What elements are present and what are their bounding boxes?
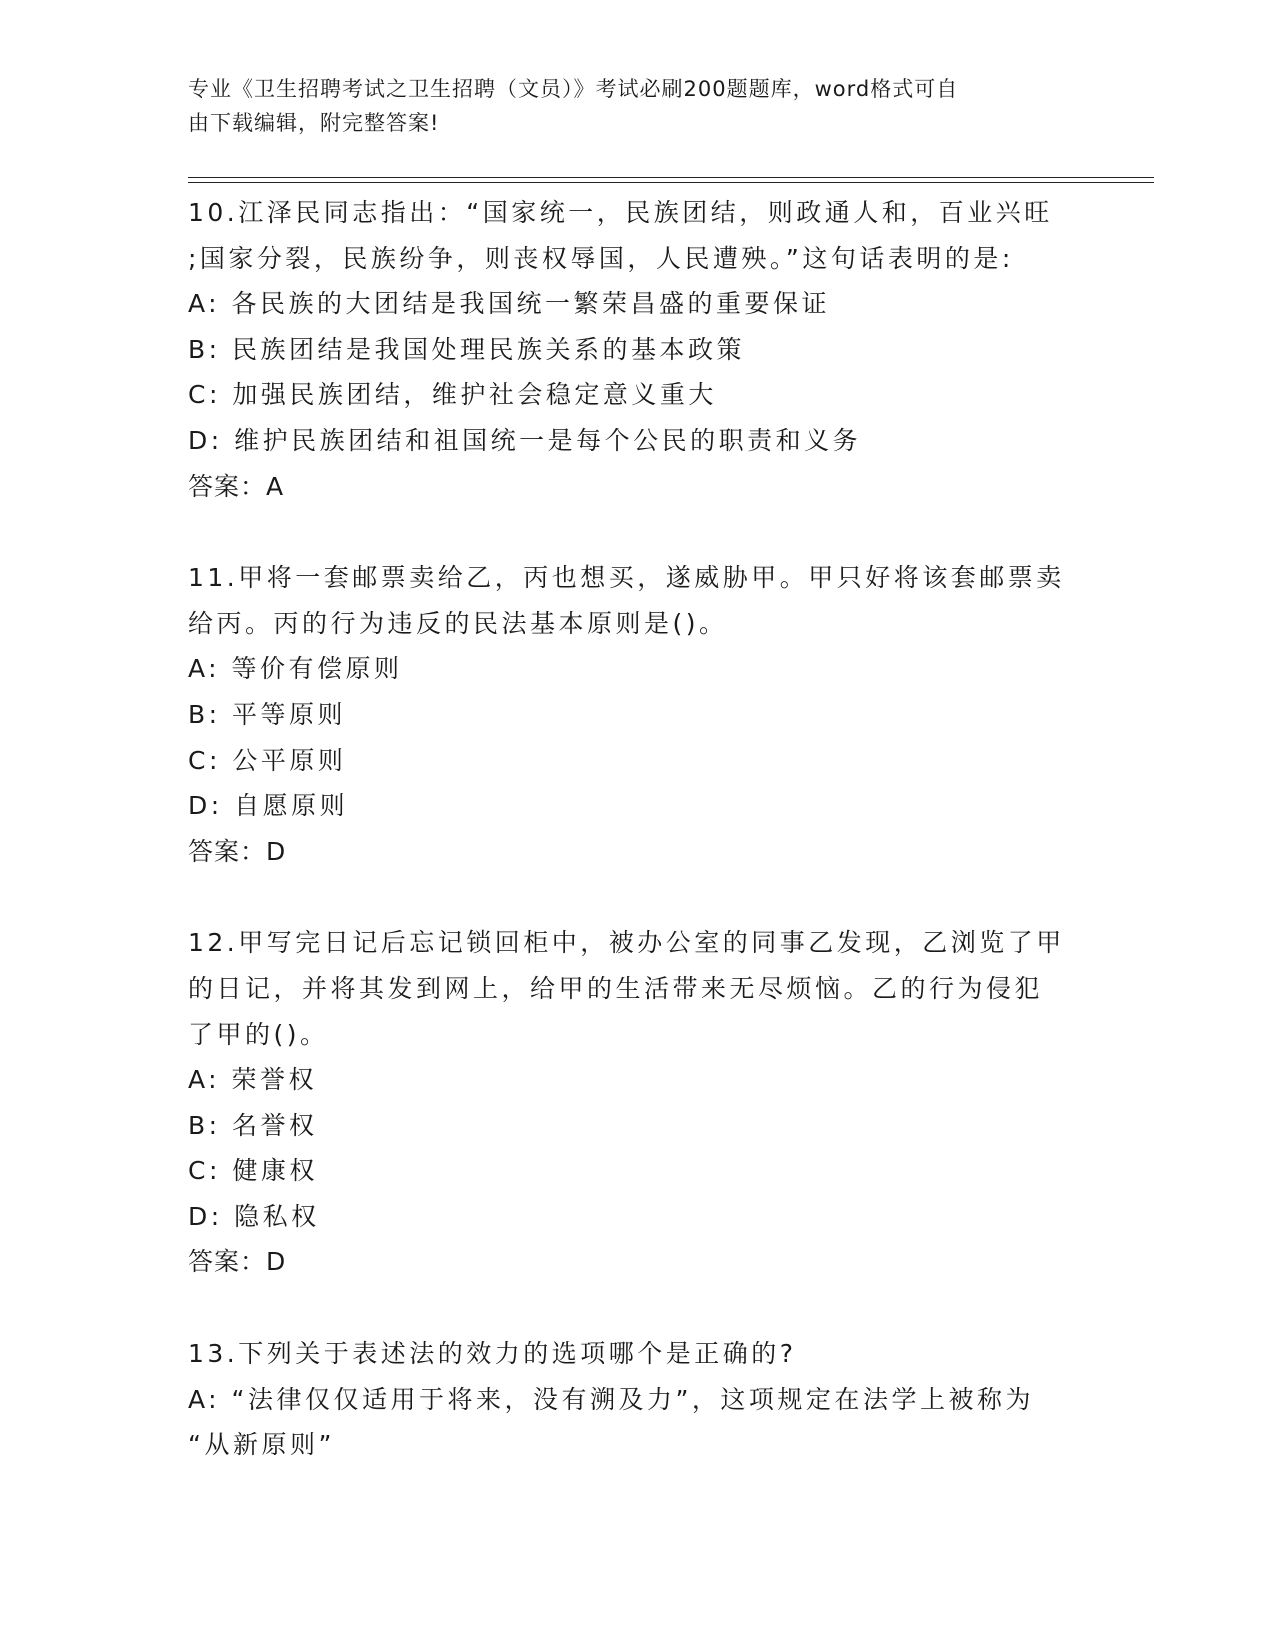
question-text: 13.下列关于表述法的效力的选项哪个是正确的? [188, 1339, 797, 1369]
question-12 [188, 920, 1088, 1285]
question-text: 了甲的()。 [188, 1019, 329, 1049]
question-text: 的日记，并将其发到网上，给甲的生活带来无尽烦恼。乙的行为侵犯 [188, 973, 1044, 1003]
option-d: D: 自愿原则 [188, 791, 349, 821]
question-text: 10.江泽民同志指出：“国家统一，民族团结，则政通人和，百业兴旺 [188, 198, 1053, 227]
document-header [188, 72, 1088, 140]
answer: 答案：D [188, 1247, 287, 1277]
option-d: D: 隐私权 [188, 1201, 320, 1231]
header-line: 由下载编辑，附完整答案! [188, 111, 440, 135]
question-text: 12.甲写完日记后忘记锁回柜中，被办公室的同事乙发现，乙浏览了甲 [188, 928, 1065, 958]
option-a-continued: “从新原则” [188, 1430, 335, 1460]
option-a: A: 荣誉权 [188, 1065, 318, 1095]
question-text: 给丙。丙的行为违反的民法基本原则是()。 [188, 608, 728, 638]
question-11 [188, 555, 1088, 874]
option-c: C: 加强民族团结，维护社会稳定意义重大 [188, 380, 717, 410]
option-b: B: 民族团结是我国处理民族关系的基本政策 [188, 334, 746, 364]
header-divider [188, 182, 1154, 183]
option-c: C: 健康权 [188, 1156, 318, 1186]
question-text: ;国家分裂，民族纷争，则丧权辱国，人民遭殃。”这句话表明的是: [188, 243, 1014, 273]
option-d: D: 维护民族团结和祖国统一是每个公民的职责和义务 [188, 425, 862, 455]
answer: 答案：A [188, 471, 285, 501]
question-13 [188, 1331, 1088, 1468]
option-b: B: 名誉权 [188, 1110, 318, 1140]
header-divider [188, 177, 1154, 178]
option-c: C: 公平原则 [188, 745, 347, 775]
option-b: B: 平等原则 [188, 699, 347, 729]
header-line: 专业《卫生招聘考试之卫生招聘（文员）》考试必刷200题题库，word格式可自 [188, 77, 959, 101]
option-a: A: 等价有偿原则 [188, 654, 403, 684]
option-a: A: “法律仅仅适用于将来，没有溯及力”，这项规定在法学上被称为 [188, 1384, 1034, 1414]
question-list [188, 190, 1088, 1514]
answer: 答案：D [188, 836, 287, 866]
option-a: A: 各民族的大团结是我国统一繁荣昌盛的重要保证 [188, 289, 831, 319]
question-10 [188, 190, 1088, 509]
question-text: 11.甲将一套邮票卖给乙，丙也想买，遂威胁甲。甲只好将该套邮票卖 [188, 563, 1065, 593]
